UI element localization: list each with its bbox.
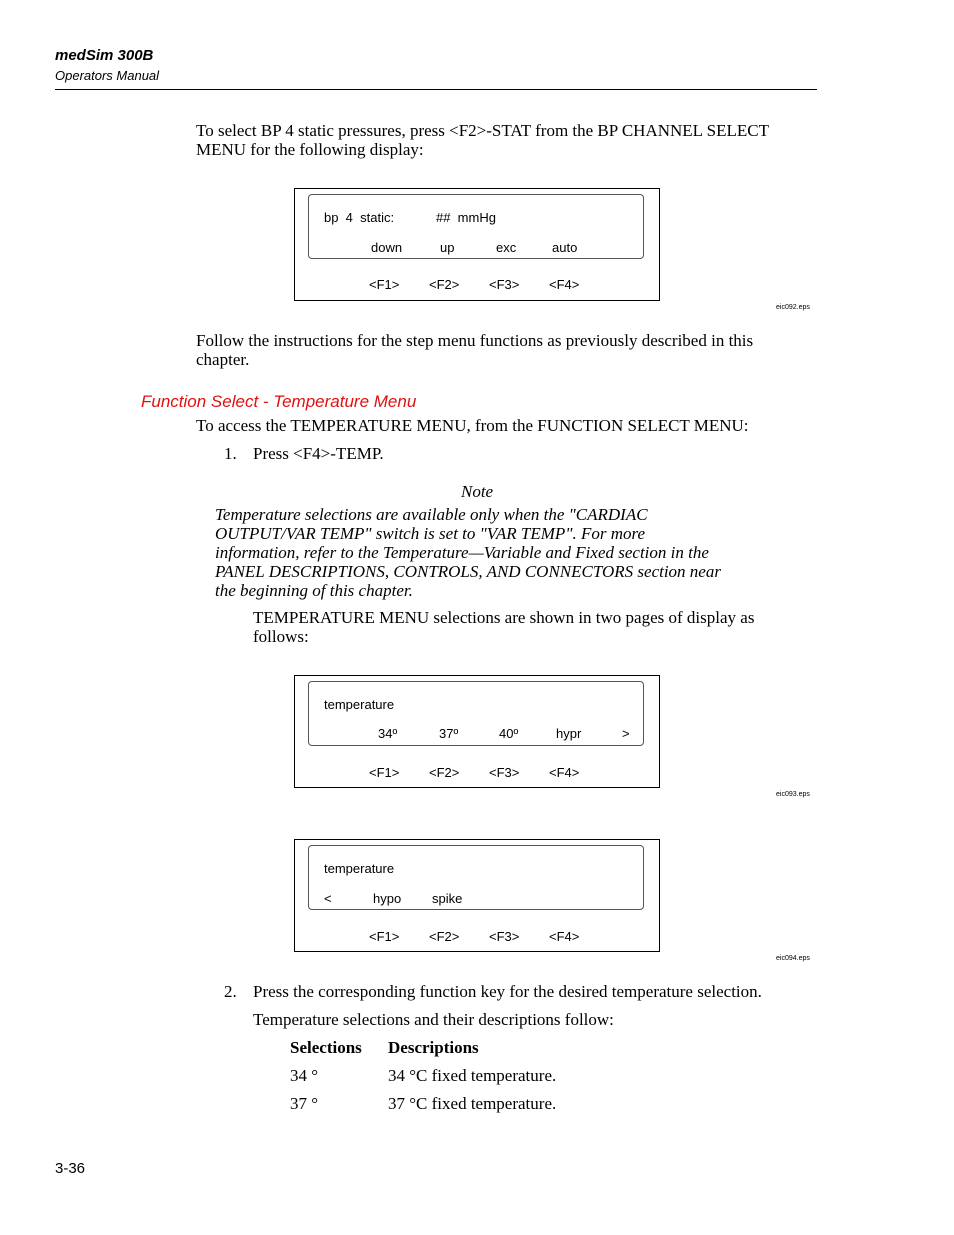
lcd-display-temperature-page-1 (294, 675, 660, 788)
note-line: PANEL DESCRIPTIONS, CONTROLS, AND CONNECTORS section near (215, 562, 721, 581)
lcd-title: temperature (324, 697, 395, 712)
lcd-screen (308, 681, 644, 746)
lcd-text: bp 4 static: (324, 210, 395, 225)
lcd-label: < (324, 891, 332, 906)
follow-paragraph (196, 331, 796, 369)
lcd-label: hypr (556, 726, 582, 741)
table-cell-description: 37 °C fixed temperature. (388, 1094, 557, 1113)
lcd-text: ## mmHg (436, 210, 496, 225)
intro-line-1: To select BP 4 static pressures, press <F2>-STAT from the BP CHANNEL SELECT (196, 121, 770, 140)
table-header-selections: Selections (290, 1038, 362, 1057)
note-line: the beginning of this chapter. (215, 581, 413, 600)
figure-id: eic093.eps (776, 791, 810, 798)
note-body (215, 505, 755, 600)
lcd-label: > (622, 726, 630, 741)
function-key-label: <F4> (549, 765, 580, 780)
selections-intro: Temperature selections and their descriptions follow: (253, 1010, 614, 1029)
function-key-label: <F1> (369, 765, 400, 780)
table-cell-selection: 34 ° (290, 1066, 319, 1085)
table-header-descriptions: Descriptions (388, 1038, 479, 1057)
lcd-screen (308, 194, 644, 259)
follow-line-2: chapter. (196, 350, 250, 369)
step-text: Press <F4>-TEMP. (253, 444, 384, 463)
manual-title: medSim 300B (55, 47, 154, 64)
function-key-label: <F3> (489, 277, 520, 292)
lcd-label: 40º (499, 726, 519, 741)
lcd-label: spike (432, 891, 463, 906)
function-key-label: <F3> (489, 929, 520, 944)
function-key-label: <F1> (369, 929, 400, 944)
section-heading: Function Select - Temperature Menu (141, 392, 417, 411)
pages-paragraph (253, 608, 793, 646)
follow-line-1: Follow the instructions for the step menu functions as previously described in this (196, 331, 754, 350)
lcd-label: hypo (373, 891, 402, 906)
figure-id: eic092.eps (776, 304, 810, 311)
header-rule (55, 89, 817, 90)
function-key-label: <F2> (429, 277, 460, 292)
function-key-label: <F1> (369, 277, 400, 292)
note-line: information, refer to the Temperature—Variable and Fixed section in the (215, 543, 709, 562)
lcd-label: down (371, 240, 403, 255)
lcd-label: up (440, 240, 455, 255)
function-key-label: <F4> (549, 277, 580, 292)
lcd-screen (308, 845, 644, 910)
function-key-label: <F4> (549, 929, 580, 944)
lcd-label: auto (552, 240, 578, 255)
pages-line-2: follows: (253, 627, 309, 646)
table-cell-description: 34 °C fixed temperature. (388, 1066, 557, 1085)
pages-line-1: TEMPERATURE MENU selections are shown in two pages of display as (253, 608, 755, 627)
intro-line-2: MENU for the following display: (196, 140, 424, 159)
figure-id: eic094.eps (776, 955, 810, 962)
manual-subtitle: Operators Manual (55, 68, 160, 83)
note-line: Temperature selections are available only when the "CARDIAC (215, 505, 648, 524)
intro-paragraph (196, 121, 796, 159)
note-line: OUTPUT/VAR TEMP" switch is set to "VAR TEMP". For more (215, 524, 646, 543)
function-key-label: <F2> (429, 929, 460, 944)
function-key-label: <F3> (489, 765, 520, 780)
access-text: To access the TEMPERATURE MENU, from the FUNCTION SELECT MENU: (196, 416, 749, 435)
lcd-label: 37º (439, 726, 459, 741)
lcd-display-temperature-page-2 (294, 839, 660, 952)
lcd-label: 34º (378, 726, 398, 741)
step-number: 1. (224, 444, 237, 463)
lcd-label: exc (496, 240, 517, 255)
step-number: 2. (224, 982, 237, 1001)
step-text: Press the corresponding function key for the desired temperature selection. (253, 982, 762, 1001)
note-title: Note (461, 482, 494, 501)
lcd-display-bp-static (294, 188, 660, 301)
page-number: 3-36 (55, 1160, 86, 1177)
lcd-title: temperature (324, 861, 395, 876)
function-key-label: <F2> (429, 765, 460, 780)
table-cell-selection: 37 ° (290, 1094, 319, 1113)
